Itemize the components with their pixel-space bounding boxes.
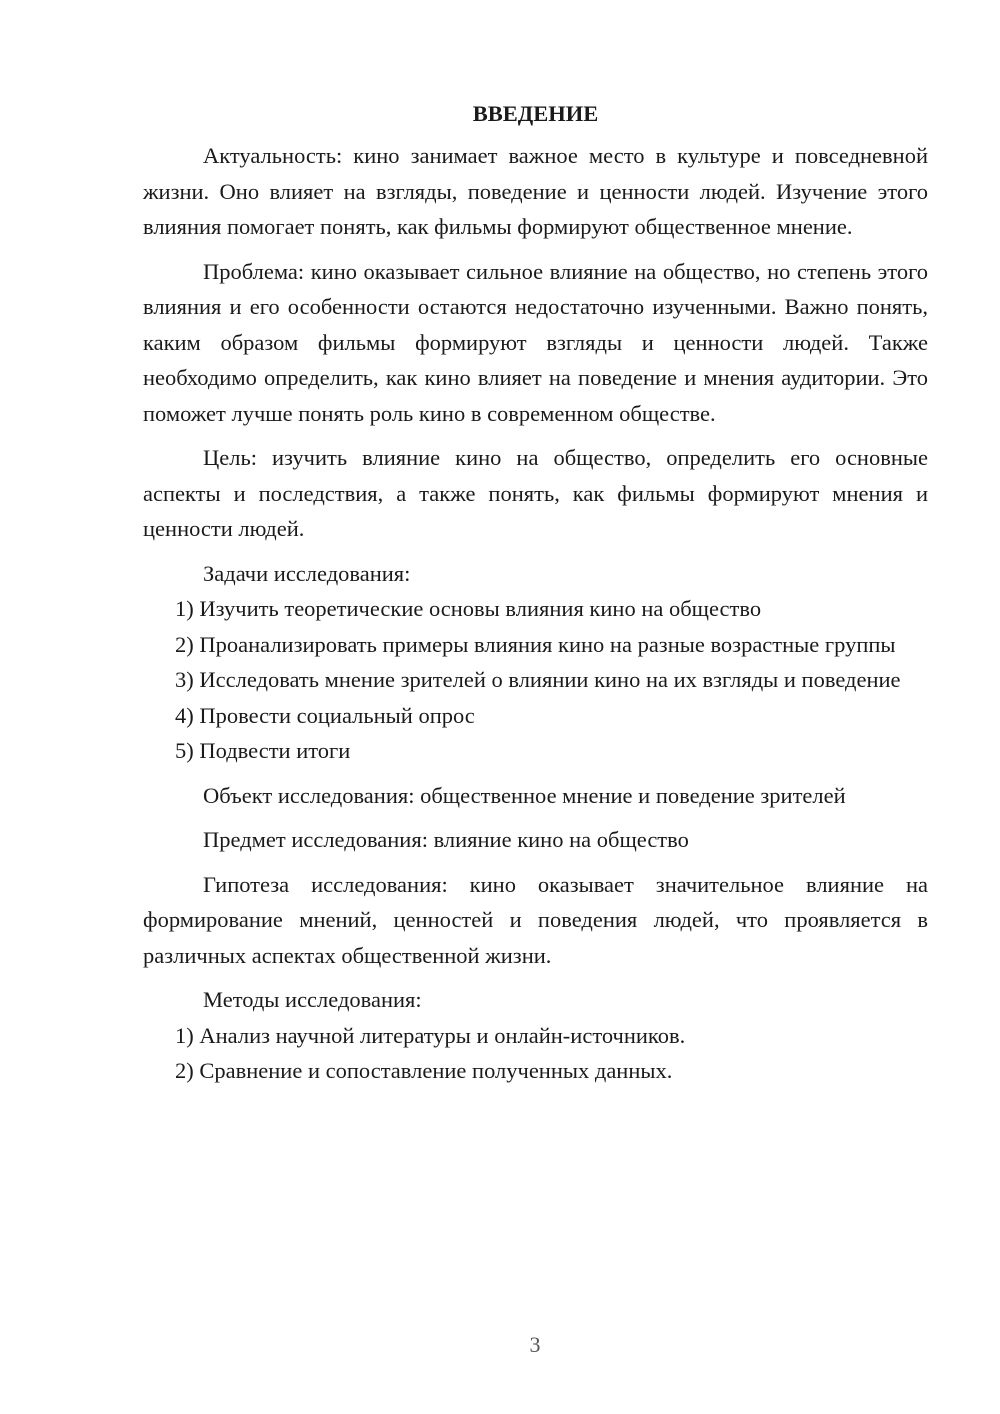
- section-heading: ВВЕДЕНИЕ: [472, 101, 599, 126]
- page-content: [143, 96, 928, 1089]
- paragraph-tasks-title: Задачи исследования:: [203, 560, 411, 586]
- paragraph-problem: Проблема: кино оказывает сильное влияние на общество, но степень этого влияния и его особенности остаются недостаточно изученными. Важно понять, каким образом фильмы формируют взгляды и ценности людей. Также необходимо определить, как кино влияет на поведение и мнения аудитории. Это поможет лучше понять роль кино в современном обществе.: [143, 258, 928, 426]
- method-item-2: 2) Сравнение и сопоставление полученных данных.: [175, 1058, 673, 1083]
- task-item-1: 1) Изучить теоретические основы влияния кино на общество: [175, 596, 762, 621]
- paragraph-relevance: Актуальность: кино занимает важное место в культуре и повседневной жизни. Оно влияет на взгляды, поведение и ценности людей. Изучение этого влияния помогает понять, как фильмы формируют общественное мнение.: [143, 143, 928, 239]
- paragraph-hypothesis: Гипотеза исследования: кино оказывает значительное влияние на формирование мнений, ценностей и поведения людей, что проявляется в различных аспектах общественной жизни.: [143, 871, 928, 968]
- page-number: 3: [529, 1332, 541, 1357]
- task-item-5: 5) Подвести итоги: [175, 738, 351, 763]
- task-item-3: 3) Исследовать мнение зрителей о влиянии кино на их взгляды и поведение: [175, 667, 901, 692]
- task-item-2: 2) Проанализировать примеры влияния кино на разные возрастные группы: [175, 631, 896, 657]
- paragraph-subject: Предмет исследования: влияние кино на общество: [203, 827, 689, 852]
- method-item-1: 1) Анализ научной литературы и онлайн-источников.: [175, 1022, 686, 1048]
- task-item-4: 4) Провести социальный опрос: [175, 702, 475, 728]
- paragraph-goal: Цель: изучить влияние кино на общество, определить его основные аспекты и последствия, а также понять, как фильмы формируют мнения и ценности людей.: [143, 445, 928, 541]
- paragraph-methods-title: Методы исследования:: [203, 987, 422, 1012]
- paragraph-object: Объект исследования: общественное мнение и поведение зрителей: [203, 782, 846, 808]
